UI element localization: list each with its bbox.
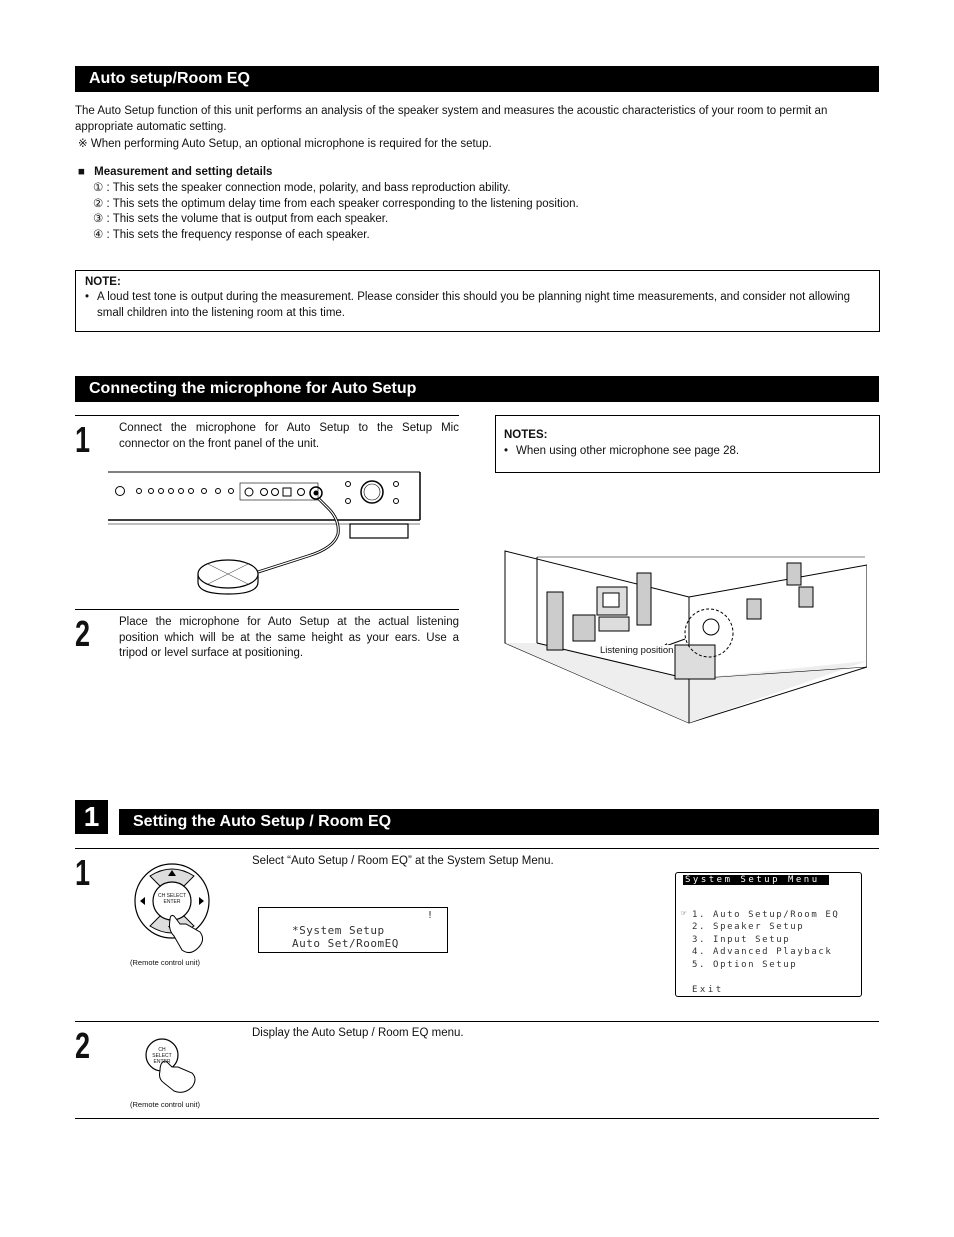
step-number: 1: [75, 852, 91, 893]
section-title-auto-setup: Auto setup/Room EQ: [75, 66, 879, 92]
menu-item[interactable]: 3. Input Setup: [692, 935, 791, 945]
step2-instruction: Display the Auto Setup / Room EQ menu.: [252, 1027, 464, 1039]
square-bullet-icon: ■: [78, 166, 85, 178]
step-badge: 1: [75, 800, 108, 834]
reference-mark: ※: [78, 138, 88, 150]
list-item: [93, 212, 793, 228]
step-number: 2: [75, 613, 91, 654]
step1-instruction: Select “Auto Setup / Room EQ” at the System Setup Menu.: [252, 855, 554, 867]
details-heading: [78, 165, 272, 181]
step-number: 2: [75, 1025, 91, 1066]
step1-instruction: Connect the microphone for Auto Setup to the Setup Mic connector on the front panel of the unit.: [119, 422, 459, 450]
front-display: [258, 907, 448, 953]
menu-exit[interactable]: Exit: [692, 985, 724, 995]
list-item: [93, 197, 793, 213]
note-text: A loud test tone is output during the measurement. Please consider this should you be planning night time measurements, and consider not allowing small children into the listening room at this time.: [97, 291, 851, 319]
note-box: [75, 270, 880, 332]
mic-note-text: When performing Auto Setup, an optional microphone is required for the setup.: [90, 138, 492, 150]
note-bullet: •: [85, 291, 90, 303]
remote-caption: (Remote control unit): [130, 1100, 201, 1109]
section-title-connecting-mic: Connecting the microphone for Auto Setup: [75, 376, 879, 402]
display-line-2: Auto Set/RoomEQ: [292, 937, 399, 950]
list-item: [93, 181, 793, 197]
item-text: : This sets the frequency response of each speaker.: [106, 228, 370, 241]
item-number: ③: [93, 213, 104, 226]
menu-pointer-icon: ☞: [681, 909, 687, 919]
item-number: ①: [93, 182, 104, 194]
divider: [75, 609, 459, 610]
divider: [75, 1118, 879, 1119]
mic-note: [78, 137, 878, 153]
system-setup-menu-screen: [675, 872, 862, 997]
intro-paragraph: The Auto Setup function of this unit performs an analysis of the speaker system and measures the acoustic characteristics of your room to permit an appropriate automatic setting.: [75, 105, 828, 133]
item-number: ④: [93, 228, 104, 241]
room-illustration: [503, 543, 867, 725]
item-text: : This sets the speaker connection mode, polarity, and bass reproduction ability.: [106, 182, 511, 194]
step-number: 1: [75, 419, 91, 460]
display-line-1: *System Setup: [292, 924, 385, 937]
item-text: : This sets the volume that is output from each speaker.: [106, 213, 389, 226]
notes-title: NOTES:: [504, 429, 548, 441]
step2-instruction: Place the microphone for Auto Setup at the actual listening position which will be at the same height as your ears. Use a tripod or level surface at positioning.: [119, 616, 459, 660]
microphone-icon: [196, 552, 260, 598]
remote-caption: (Remote control unit): [130, 958, 201, 967]
menu-title: System Setup Menu: [683, 875, 829, 885]
divider: [75, 415, 459, 416]
notes-bullet: •: [504, 445, 509, 457]
divider: [75, 1021, 879, 1022]
list-item: [93, 228, 793, 244]
front-panel-illustration: [108, 468, 426, 598]
item-text: : This sets the optimum delay time from each speaker corresponding to the listening position.: [106, 197, 579, 210]
details-heading-text: Measurement and setting details: [94, 166, 273, 178]
display-indicator: !: [427, 910, 434, 921]
divider: [75, 848, 879, 849]
remote-arrow-pad-icon: [128, 858, 218, 958]
notes-box: [495, 415, 880, 473]
item-number: ②: [93, 197, 104, 210]
menu-item[interactable]: 2. Speaker Setup: [692, 922, 805, 932]
menu-item[interactable]: 5. Option Setup: [692, 960, 798, 970]
listening-position-label: Listening position: [600, 645, 674, 656]
remote-button-label: CH SELECT ENTER: [157, 893, 187, 905]
section-title-setting-auto-setup: Setting the Auto Setup / Room EQ: [119, 809, 879, 835]
details-list: [93, 181, 793, 243]
note-title: NOTE:: [85, 276, 121, 288]
notes-text: When using other microphone see page 28.: [516, 445, 740, 457]
menu-item[interactable]: 1. Auto Setup/Room EQ: [692, 910, 840, 920]
menu-item[interactable]: 4. Advanced Playback: [692, 947, 833, 957]
remote-button-label: CH SELECT ENTER: [152, 1047, 172, 1065]
